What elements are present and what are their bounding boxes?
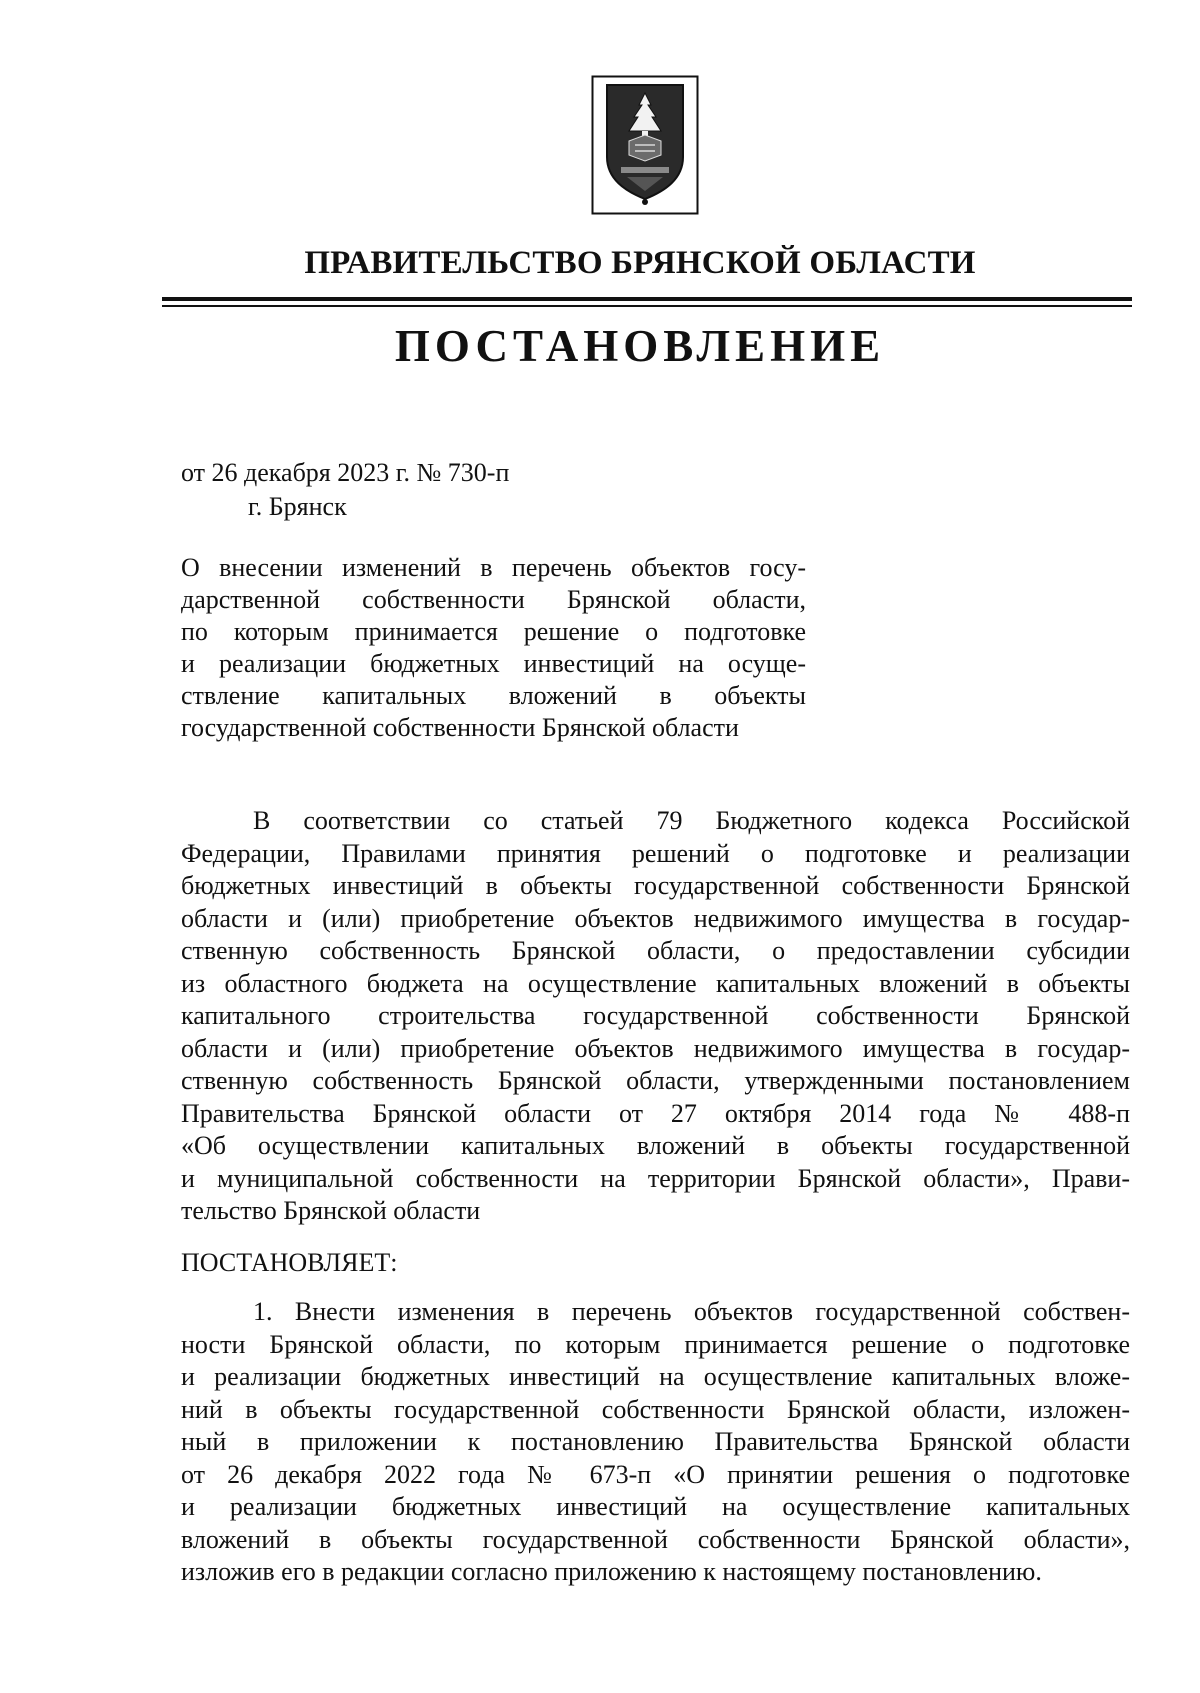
- preamble-line: ственную собственность Брянской области, утвержденными постановлением: [181, 1066, 1130, 1095]
- preamble-line: Правительства Брянской области от 27 октября 2014 года № 488-п: [181, 1098, 1130, 1128]
- preamble-line: тельство Брянской области: [181, 1196, 481, 1225]
- header-rule-thin: [162, 305, 1132, 307]
- preamble-line: области и (или) приобретение объектов недвижимого имущества в государ-: [181, 1033, 1130, 1063]
- document-date-number: от 26 декабря 2023 г. № 730-п: [181, 458, 510, 487]
- subject-line: и реализации бюджетных инвестиций на осуще-: [181, 649, 806, 678]
- preamble-line: области и (или) приобретение объектов недвижимого имущества в государ-: [181, 903, 1130, 933]
- item-1-line: изложив его в редакции согласно приложению к настоящему постановлению.: [181, 1557, 1042, 1586]
- document-type: ПОСТАНОВЛЕНИЕ: [394, 321, 886, 371]
- item-1-line: ности Брянской области, по которым принимается решение о подготовке: [181, 1329, 1130, 1359]
- item-1-line: от 26 декабря 2022 года № 673-п «О принятии решения о подготовке: [181, 1459, 1130, 1489]
- document-city: г. Брянск: [248, 492, 347, 521]
- subject-line: ствление капитальных вложений в объекты: [181, 681, 806, 710]
- subject-line: по которым принимается решение о подготовке: [181, 617, 806, 646]
- header-rule-thick: [162, 297, 1132, 301]
- subject-line: дарственной собственности Брянской области,: [181, 585, 806, 614]
- decree-word: ПОСТАНОВЛЯЕТ:: [181, 1248, 398, 1277]
- preamble-line: Федерации, Правилами принятия решений о подготовке и реализации: [181, 838, 1130, 868]
- document-subject: [181, 552, 806, 744]
- item-1-line: 1. Внести изменения в перечень объектов государственной собствен-: [253, 1297, 1130, 1326]
- preamble-line: капитального строительства государственной собственности Брянской: [181, 1001, 1130, 1030]
- item-1-line: и реализации бюджетных инвестиций на осуществление капитальных: [181, 1492, 1130, 1521]
- preamble-line: бюджетных инвестиций в объекты государственной собственности Брянской: [181, 871, 1130, 900]
- preamble-paragraph: [181, 805, 1130, 1228]
- item-1-line: ний в объекты государственной собственности Брянской области, изложен-: [181, 1394, 1130, 1424]
- item-1-paragraph: [181, 1296, 1130, 1589]
- preamble-line: «Об осуществлении капитальных вложений в объекты государственной: [181, 1131, 1130, 1160]
- subject-line: О внесении изменений в перечень объектов госу-: [181, 553, 806, 582]
- preamble-line: из областного бюджета на осуществление капитальных вложений в объекты: [181, 968, 1130, 998]
- item-1-line: вложений в объекты государственной собственности Брянской области»,: [181, 1524, 1130, 1554]
- preamble-line: В соответствии со статьей 79 Бюджетного кодекса Российской: [253, 806, 1130, 835]
- preamble-line: ственную собственность Брянской области, о предоставлении субсидии: [181, 936, 1130, 965]
- preamble-line: и муниципальной собственности на территории Брянской области», Прави-: [181, 1163, 1130, 1193]
- coat-of-arms-icon: [591, 75, 699, 215]
- item-1-line: ный в приложении к постановлению Правительства Брянской области: [181, 1427, 1130, 1456]
- government-title: ПРАВИТЕЛЬСТВО БРЯНСКОЙ ОБЛАСТИ: [304, 245, 976, 281]
- item-1-line: и реализации бюджетных инвестиций на осуществление капитальных вложе-: [181, 1362, 1130, 1391]
- subject-line: государственной собственности Брянской области: [181, 713, 739, 742]
